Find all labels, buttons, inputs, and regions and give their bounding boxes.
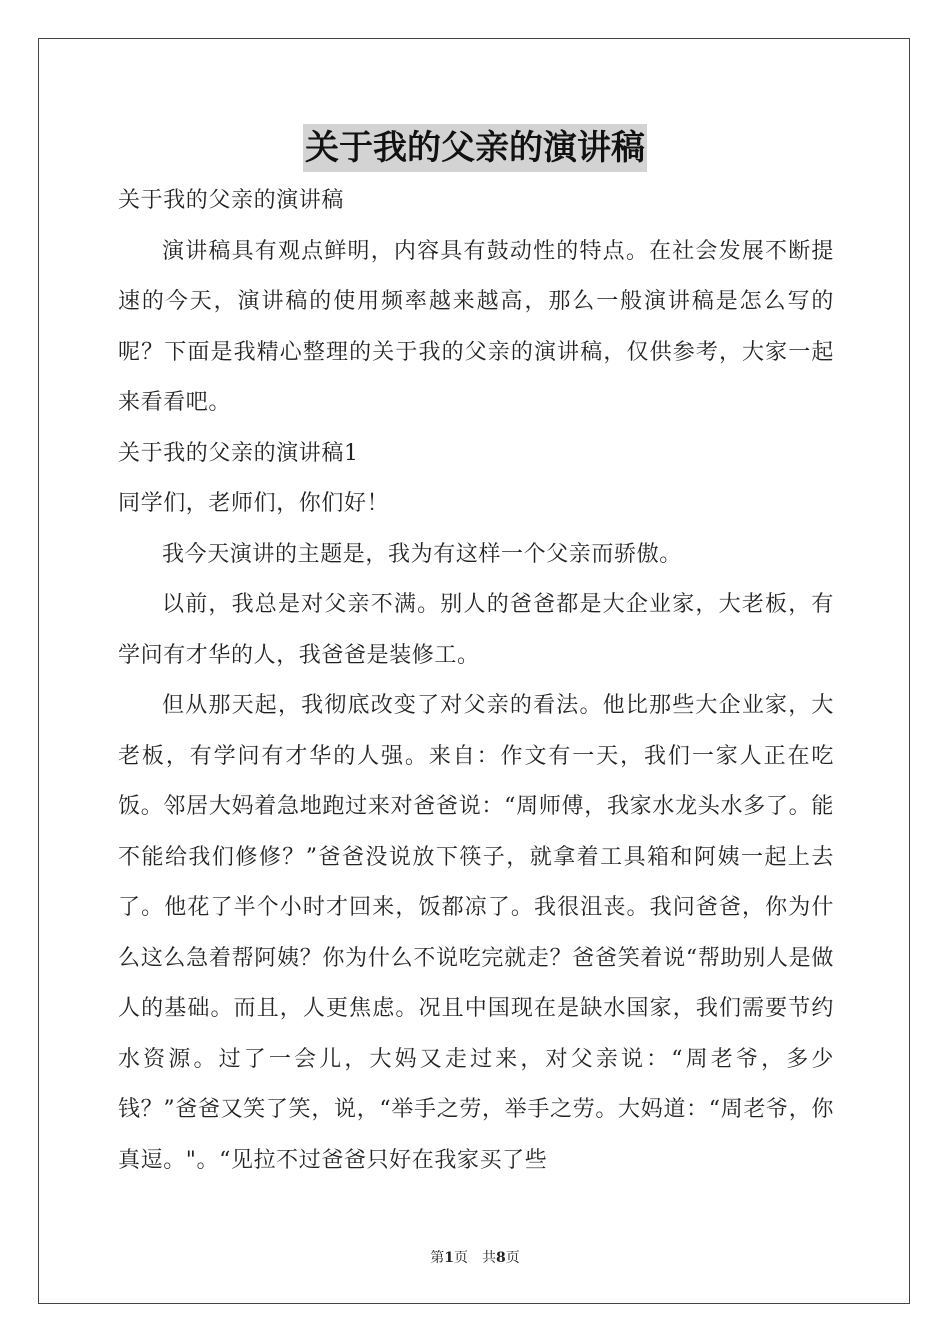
subtitle-paragraph: 关于我的父亲的演讲稿 bbox=[118, 188, 345, 213]
page-label-suffix: 页 bbox=[454, 1250, 468, 1266]
total-label-suffix: 页 bbox=[505, 1250, 520, 1266]
story-paragraph: 但从那天起，我彻底改变了对父亲的看法。他比那些大企业家，大老板，有学问有才华的人强。来自：作文有一天，我们一家人正在吃饭。邻居大妈着急地跑过来对爸爸说：“周师傅，我家水龙头水多了。能不能给我们修修？”爸爸没说放下筷子，就拿着工具箱和阿姨一起上去了。他花了半个小时才回来，饭都凉了。我很沮丧。我问爸爸，你为什么这么急着帮阿姨？你为什么不说吃完就走？爸爸笑着说“帮助别人是做人的基础。而且，人更焦虑。况且中国现在是缺水国家，我们需要节约水资源。过了一会儿，大妈又走过来，对父亲说：“周老爷，多少钱？”爸爸又笑了笑，说，“举手之劳，举手之劳。大妈道：“周老爷，你真逗。"。“见拉不过爸爸只好在我家买了些 bbox=[118, 693, 834, 1173]
theme-paragraph: 我今天演讲的主题是，我为有这样一个父亲而骄傲。 bbox=[162, 541, 682, 567]
intro-paragraph: 演讲稿具有观点鲜明，内容具有鼓动性的特点。在社会发展不断提速的今天，演讲稿的使用频率越来越高，那么一般演讲稿是怎么写的呢？下面是我精心整理的关于我的父亲的演讲稿，仅供参考，大家一起来看看吧。 bbox=[118, 238, 834, 415]
title-container bbox=[0, 124, 950, 172]
page-footer bbox=[0, 1247, 950, 1267]
greeting-paragraph: 同学们，老师们，你们好！ bbox=[118, 491, 390, 516]
page-number: 1 bbox=[444, 1250, 454, 1266]
document-body bbox=[118, 176, 834, 1186]
document-title: 关于我的父亲的演讲稿 bbox=[303, 124, 647, 172]
total-label-prefix: 共 bbox=[482, 1250, 496, 1266]
total-pages: 8 bbox=[496, 1250, 506, 1266]
section-heading: 关于我的父亲的演讲稿1 bbox=[118, 440, 359, 466]
body-paragraph: 以前，我总是对父亲不满。别人的爸爸都是大企业家，大老板，有学问有才华的人，我爸爸是装修工。 bbox=[118, 592, 834, 668]
page-label-prefix: 第 bbox=[430, 1250, 445, 1266]
